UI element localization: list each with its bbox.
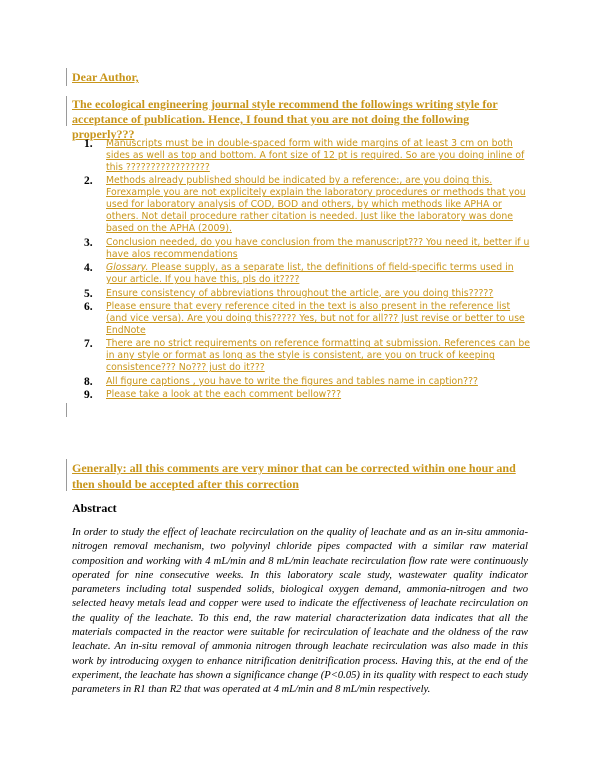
- list-item: [72, 288, 532, 300]
- item-text: Please ensure that every reference cited in the text is also present in the reference list (and vice versa). Are you doing this????? Yes, but not for all??? Just revise or better to use EndNote: [106, 300, 525, 336]
- item-term: Glossary.: [106, 262, 149, 274]
- list-item: [72, 175, 532, 235]
- list-item: [72, 376, 532, 388]
- item-number: 3.: [84, 236, 93, 249]
- closing-comment: Generally: all this comments are very minor that can be corrected within one hour and then should be accepted after this correction: [72, 461, 516, 491]
- abstract-heading: Abstract: [72, 501, 117, 515]
- reviewer-intro: The ecological engineering journal style recommend the followings writing style for acceptance of publication. Hence, I found that you are not doing the following properly???: [72, 97, 498, 141]
- greeting: Dear Author,: [72, 70, 139, 84]
- list-item: [72, 338, 532, 374]
- item-text: Manuscripts must be in double-spaced form with wide margins of at least 3 cm on both sides as well as top and bottom. A font size of 12 pt is required. So are you doing inline of this ?????????????????: [106, 138, 525, 173]
- change-bar: [66, 96, 67, 126]
- item-text: There are no strict requirements on reference formatting at submission. References can be in any style or format as long as the style is consistent, are you on truck of keeping consistence??? No??? just do it???: [106, 338, 530, 374]
- item-number: 6.: [84, 300, 93, 313]
- item-text: Methods already published should be indicated by a reference:, are you doing this. Forexample you are not explicitely explain the laboratory procedures or methods that you used for laboratory analysis of COD, BOD and others, by which methods like APHA or others. Not detail procedure rather citation is needed. Just like the laboratory was done based on the APHA (2009).: [106, 175, 526, 235]
- item-number: 1.: [84, 138, 93, 150]
- change-bar: [66, 403, 67, 417]
- item-number: 8.: [84, 375, 93, 388]
- requirements-list: [72, 138, 532, 403]
- item-number: 9.: [84, 389, 93, 402]
- change-bar: [66, 459, 67, 491]
- item-number: 5.: [84, 287, 93, 300]
- list-item: [72, 262, 532, 286]
- item-text: Conclusion needed, do you have conclusion from the manuscript??? You need it, better if u have alos recommendations: [106, 236, 530, 260]
- item-number: 7.: [84, 338, 93, 351]
- list-item: [72, 138, 532, 174]
- list-item: [72, 301, 532, 337]
- item-text: Ensure consistency of abbreviations throughout the article, are you doing this?????: [106, 287, 494, 299]
- item-number: 2.: [84, 175, 93, 188]
- item-text-rest: Please supply, as a separate list, the definitions of field-specific terms used in your article. If you have this, pls do it????: [106, 262, 514, 286]
- list-item: [72, 389, 532, 401]
- abstract-body: In order to study the effect of leachate recirculation on the quality of leachate and as an in-situ ammonia-nitrogen removal mechanism, two polyvinyl chloride pipes compacted with a similar raw material composition and working with 4 mL/min and 8 mL/min leachate recirculation flow rate were continuously operated for nine consecutive weeks. In this laboratory scale study, wastewater quality indicator parameters including total suspended solids, biological oxygen demand, ammonia-nitrogen and two selected heavy metals lead and copper were used to indicate the effectiveness of leachate recirculation on the quality of the leachate. To this end, the raw material characterization data indicates that all the materials compacted in the reactor were suitable for recirculation of leachate and the oldness of the raw leachate. An in-situ removal of ammonia nitrogen through leachate recirculation was also made in this work by introducing oxygen to enhance nitrification denitrification process. Having this, at the end of the experiment, the leachate has shown a significance change (P<0.05) in its quality with respect to each study parameters in R1 than R2 that was operated at 4 mL/min and 8 mL/min respectively.: [72, 527, 528, 696]
- item-text: Please take a look at the each comment bellow???: [106, 389, 342, 401]
- list-item: [72, 237, 532, 261]
- change-bar: [66, 68, 67, 86]
- item-number: 4.: [84, 262, 93, 275]
- item-text: All figure captions , you have to write the figures and tables name in caption???: [106, 375, 478, 387]
- item-text: [106, 262, 514, 285]
